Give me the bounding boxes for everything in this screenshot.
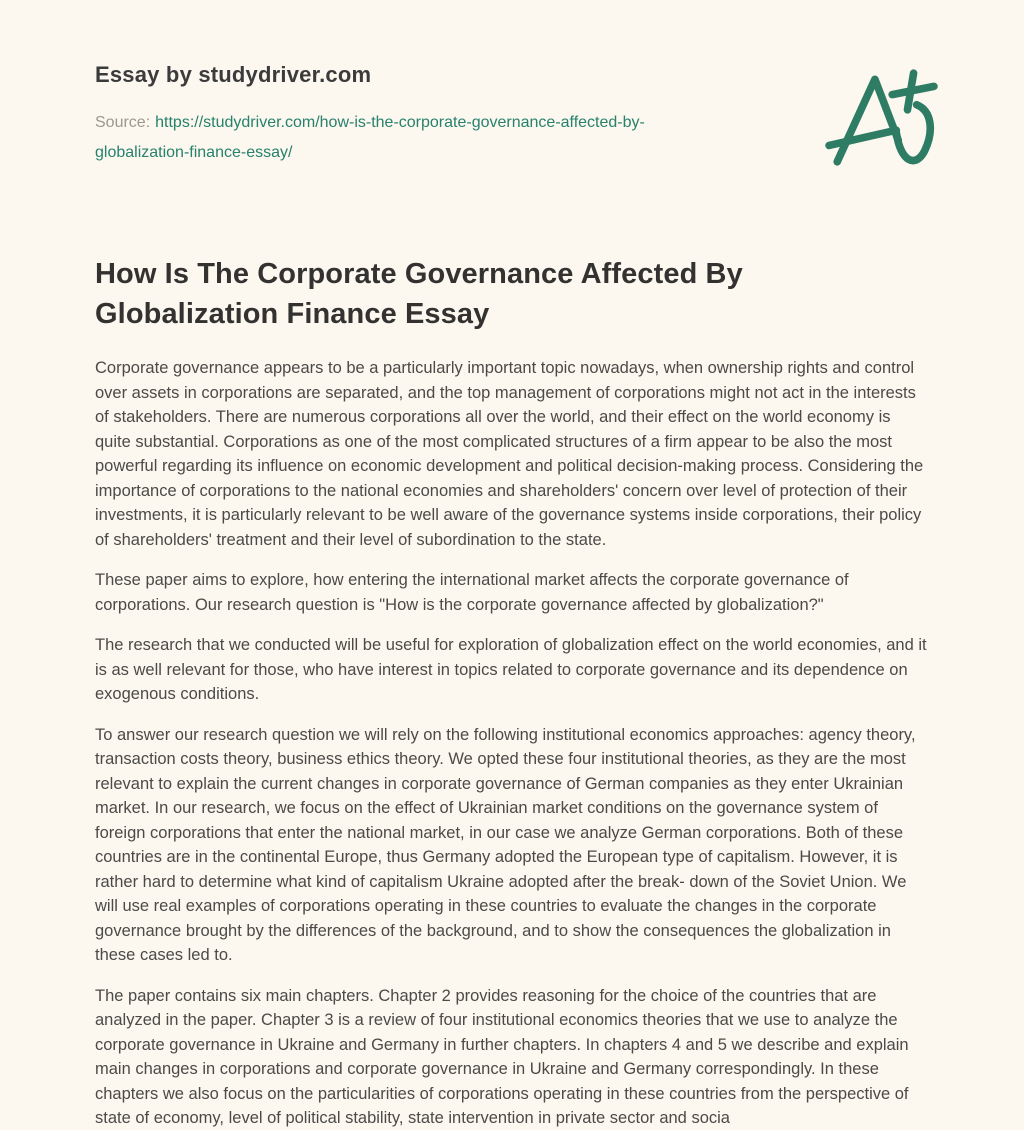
header-title: Essay by studydriver.com [95,62,372,87]
header-text-block [95,62,930,168]
page-header [95,62,930,168]
essay-title-line-1: How Is The Corporate Governance Affected By [95,258,743,290]
source-label: Source: [95,114,151,131]
source-link[interactable]: https://studydriver.com/how-is-the-corporate-governance-affected-by-globalization-finance-essay/ [95,114,645,161]
essay-paragraph-5: The paper contains six main chapters. Chapter 2 provides reasoning for the choice of the countries that are analyzed in the paper. Chapter 3 is a review of four institutional economics theories that we use to analyze the corporate governance in Ukraine and Germany in further chapters. In chapters 4 and 5 we describe and explain main changes in corporations and corporate governance in Ukraine and Germany correspondingly. In these chapters we also focus on the particularities of corporations operating in these countries from the perspective of state of economy, level of political stability, state intervention in private sector and socia [95,986,909,1127]
essay-title [95,254,930,334]
essay-paragraph-1: Corporate governance appears to be a particularly important topic nowadays, when ownership rights and control over assets in corporations are separated, and the top management of corporations might not act in the interests of stakeholders. There are numerous corporations all over the world, and their effect on the world economy is quite substantial. Corporations as one of the most complicated structures of a firm appear to be also the most powerful regarding its influence on economic development and political decision-making process. Considering the importance of corporations to the national economies and shareholders' concern over level of protection of their investments, it is particularly relevant to be well aware of the governance systems inside corporations, their policy of shareholders' treatment and their level of subordination to the state. [95,359,924,549]
essay-paragraph-4: To answer our research question we will rely on the following institutional economics approaches: agency theory, transaction costs theory, business ethics theory. We opted these four institutional theories, as they are the most relevant to explain the current changes in corporate governance of German companies as they enter Ukrainian market. In our research, we focus on the effect of Ukrainian market conditions on the governance system of foreign corporations that enter the national market, in our case we analyze German corporations. Both of these countries are in the continental Europe, thus Germany adopted the European type of capitalism. However, it is rather hard to determine what kind of capitalism Ukraine adopted after the break- down of the Soviet Union. We will use real examples of corporations operating in these countries to evaluate the changes in the corporate governance brought by the differences of the background, and to show the consequences the globalization in these cases led to. [95,725,916,964]
essay-body [95,254,930,1130]
studydriver-a-plus-logo-icon [824,66,938,172]
essay-paragraph-3: The research that we conducted will be useful for exploration of globalization effect on the world economies, and it is as well relevant for those, who have interest in topics related to corporate governance and its dependence on exogenous conditions. [95,636,927,703]
essay-title-line-2: Globalization Finance Essay [95,298,490,330]
essay-paragraph-2: These paper aims to explore, how entering the international market affects the corporate governance of corporations. Our research question is "How is the corporate governance affected by globalization?" [95,571,849,614]
source-line [95,108,735,168]
